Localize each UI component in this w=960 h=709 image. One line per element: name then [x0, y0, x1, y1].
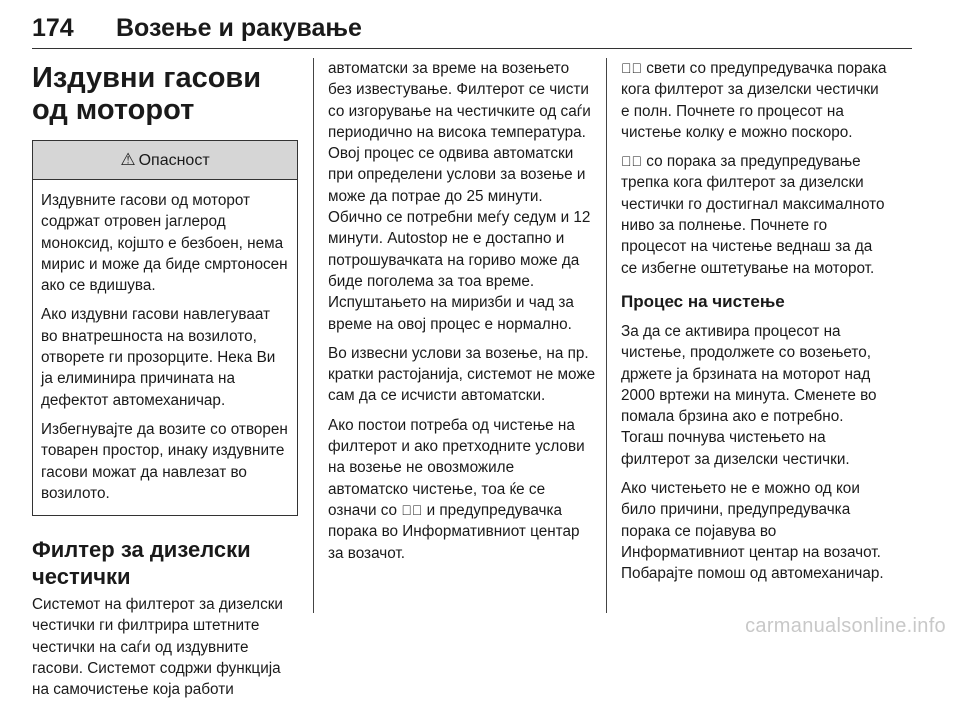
diesel-particle-filter-icon: ⸫⃝: [621, 60, 642, 76]
header-rule: [32, 48, 912, 49]
body-paragraph: [621, 58, 889, 143]
column-divider: [606, 58, 607, 613]
page-header: [32, 14, 928, 50]
column-divider: [313, 58, 314, 613]
warning-body: [33, 180, 297, 515]
page-number: 174: [32, 14, 74, 42]
warning-paragraph: Издувните гасови од моторот содржат отровен јаглерод моноксид, којшто е безбоен, нема мирис и може да биде смртоносен ако се вдишува.: [41, 192, 288, 295]
body-text: и предупредувачка порака во Информативниот центар за возачот.: [328, 501, 580, 562]
warning-box: [32, 140, 298, 516]
watermark: carmanualsonline.info: [745, 615, 946, 637]
warning-triangle-icon: ⚠: [120, 150, 136, 169]
section-title: Издувни гасови од моторот: [32, 62, 262, 126]
body-paragraph: Во извесни услови за возење, на пр. кратки растојанија, системот не може сам да се исчисти автоматски.: [328, 344, 596, 405]
subsection-title: Филтер за дизелски честички: [32, 537, 251, 590]
subsection-title: Процес на чистење: [621, 291, 785, 311]
diesel-particle-filter-icon: ⸫⃝: [621, 153, 642, 170]
warning-paragraph: Избегнувајте да возите со отворен товарен простор, инаку издувните гасови можат да навлезат во возилото.: [41, 420, 288, 502]
warning-paragraph: Ако издувни гасови навлегуваат во внатрешноста на возилото, отворете ги прозорците. Нека Ви ја елиминира причината на дефектот автомеханичар.: [41, 306, 276, 409]
column-2: [328, 58, 596, 572]
body-paragraph: Системот на филтерот за дизелски честички ги филтрира штетните честички на саѓи од издувните гасови. Системот содржи функција на самочистење која работи: [32, 596, 283, 699]
body-paragraph: Ако чистењето не е можно од кои било причини, предупредувачка порака се појавува во Информативниот центар на возачот. Побарајте помош од автомеханичар.: [621, 480, 884, 583]
chapter-title: Возење и ракување: [116, 14, 362, 42]
column-3: [621, 58, 889, 593]
body-paragraph: автоматски за време на возењето без известување. Филтерот се чисти со изгорување на честичките од саѓи периодично на висока температура. Овој процес се одвива автоматски при определени услови за возење и може да потрае до 25 минути. Обично се потребни меѓу седум и 12 минути. Autostop не е достапно и потрошувачката на гориво може да биде поголема за тоа време. Испуштањето на миризби и чад за време на овој процес е нормално.: [328, 60, 591, 333]
body-text: со порака за предупредување трепка кога филтерот за дизелски честички го достигнал максималното ниво за полнење. Почнете го процесот на чистење веднаш за да се избегне оштетување на моторот.: [621, 153, 885, 277]
column-1: [32, 58, 298, 709]
body-paragraph: За да се активира процесот на чистење, продолжете со возењето, држете ја брзината на моторот над 2000 вртежи на минута. Сменете во помала брзина ако е потребно. Тогаш почнува чистењето на филтерот за дизелски честички.: [621, 322, 877, 468]
warning-header: [33, 141, 297, 180]
body-text: Ако постои потреба од чистење на филтерот и ако претходните услови на возење не овозможиле автоматско чистење, тоа ќе се означи со: [328, 416, 585, 519]
warning-title: Опасност: [138, 152, 210, 169]
body-paragraph: [621, 151, 889, 279]
body-paragraph: [328, 415, 596, 564]
diesel-particle-filter-icon: ⸫⃝: [401, 501, 423, 518]
body-text: свети со предупредувачка порака кога филтерот за дизелски честички е полн. Почнете го процесот на чистење колку е можно поскоро.: [621, 60, 887, 141]
